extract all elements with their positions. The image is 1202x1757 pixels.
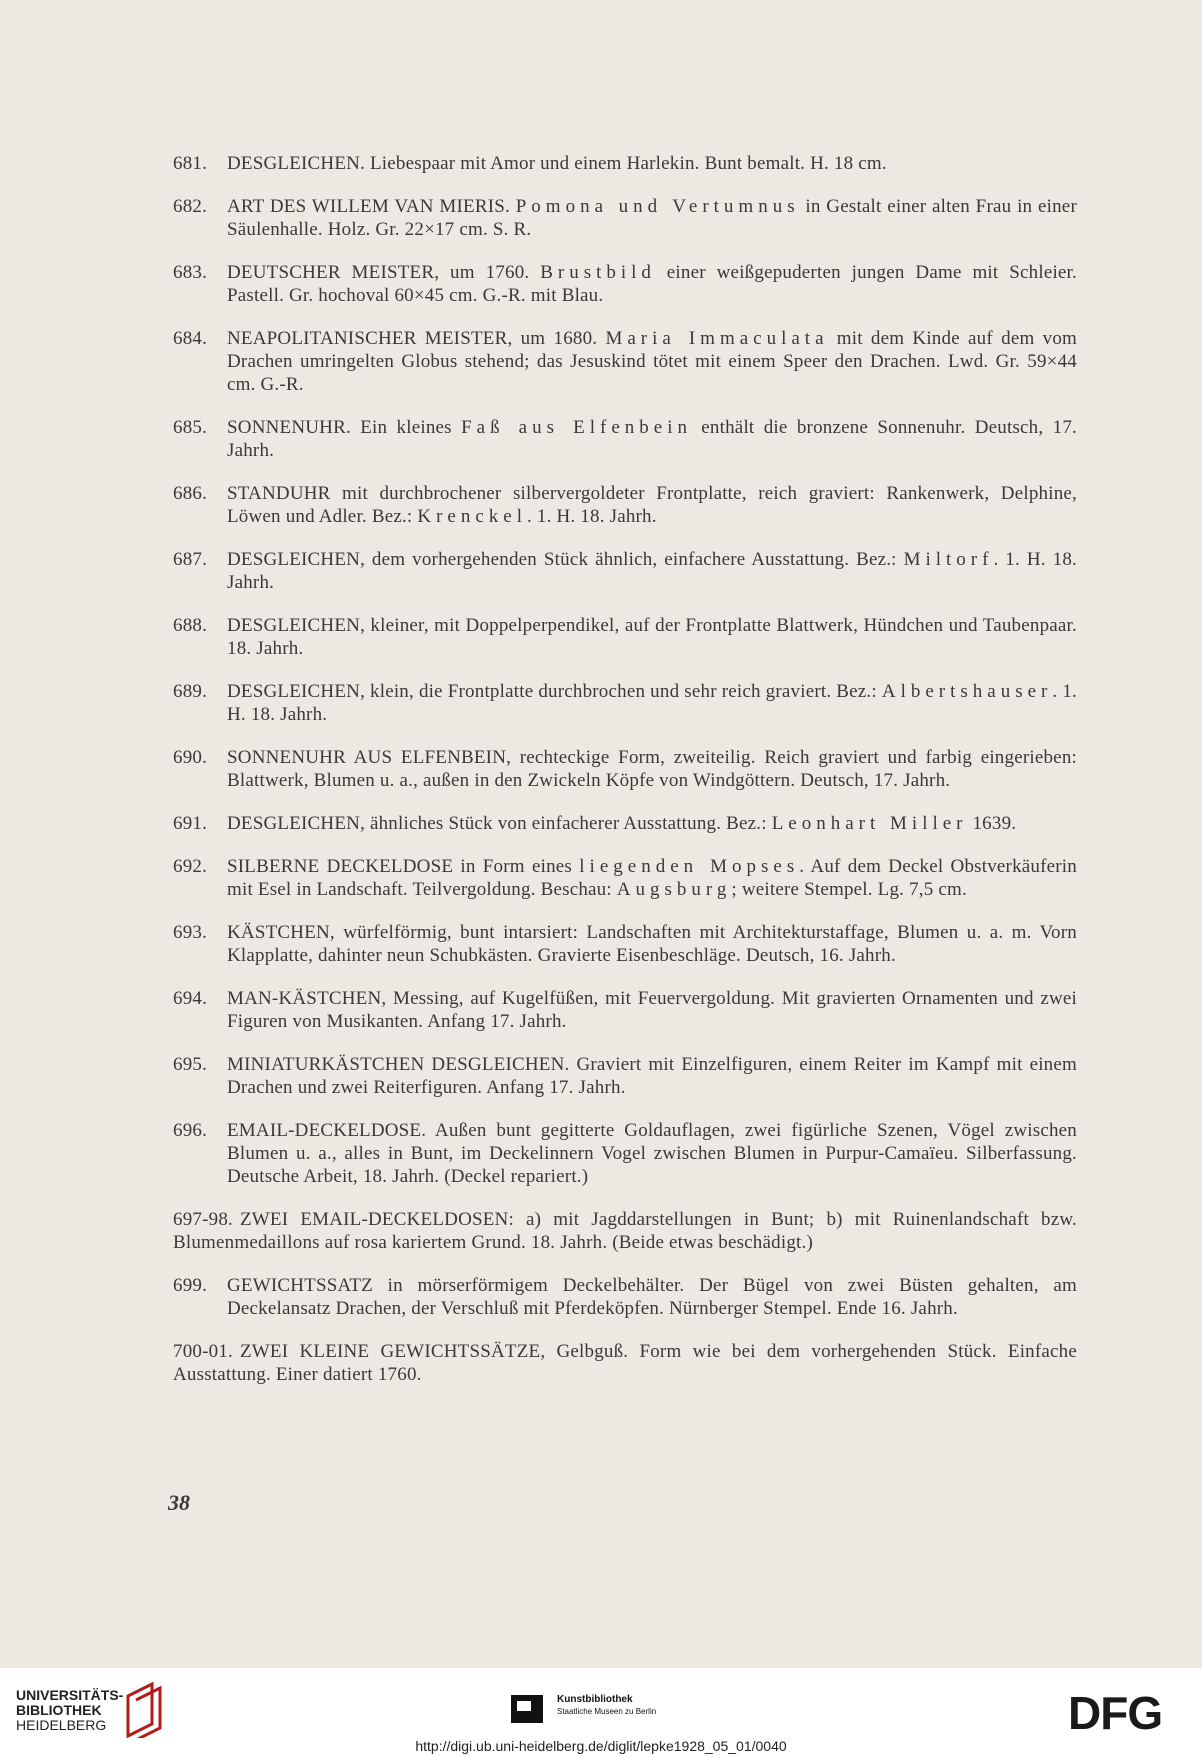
entry-text-segment: STANDUHR mit durchbrochener silbervergoldeter Frontplatte, reich graviert: Rankenwerk, Delphine, Löwen und Adler. Bez.: [227,483,1077,527]
entry-text-segment: ZWEI EMAIL-DECKELDOSEN: a) mit Jagddarstellungen in Bunt; b) mit Ruinenlandschaft bzw. Blumenmedaillons auf rosa kariertem Grund. 18. Jahrh. (Beide etwas beschädigt.) [173,1209,1077,1253]
entry-number: 685. [173,417,208,438]
entry-text-segment: ; weitere Stempel. Lg. 7,5 cm. [731,879,967,900]
entry-number: 681. [173,153,208,174]
page-number: 38 [168,1490,190,1515]
entry-text-segment: DESGLEICHEN, ähnliches Stück von einfacherer Ausstattung. Bez.: [227,813,772,834]
entry-number: 683. [173,262,208,283]
entry-number: 692. [173,856,208,877]
catalog-entry [173,152,1077,175]
entry-text [227,813,1016,834]
permalink-url[interactable]: http://digi.ub.uni-heidelberg.de/diglit/lepke1928_05_01/0040 [415,1738,787,1754]
catalog-entry [173,1119,1077,1188]
entry-text-segment: MINIATURKÄSTCHEN DESGLEICHEN. Graviert mit Einzelfiguren, einem Reiter im Kampf mit einem Drachen und zwei Reiterfiguren. Anfang 17. Jahrh. [227,1054,1077,1098]
ub-logo-line1: UNIVERSITÄTS- [16,1687,124,1703]
entry-text-segment: SONNENUHR AUS ELFENBEIN, rechteckige Form, zweiteilig. Reich graviert und farbig eingerieben: Blattwerk, Blumen u. a., außen in den Zwickeln Köpfe von Windgöttern. Deutsch, 17. Jahrh. [227,747,1077,791]
entry-text [227,417,1077,461]
kunstbibliothek-logo-icon [511,1695,543,1723]
entry-text [227,747,1077,791]
entry-text-segment: SONNENUHR. Ein kleines [227,417,462,438]
entry-text [227,483,1077,527]
entry-spaced-text: Maria Immaculata [605,328,829,349]
kb-title: Kunstbibliothek [557,1694,633,1705]
catalog-entry [173,855,1077,901]
entry-text [227,1120,1077,1187]
entry-text-segment: DESGLEICHEN, kleiner, mit Doppelperpendikel, auf der Frontplatte Blattwerk, Hündchen und Taubenpaar. 18. Jahrh. [227,615,1077,659]
entry-text [227,328,1077,395]
entry-text-segment: ZWEI KLEINE GEWICHTSSÄTZE, Gelbguß. Form wie bei dem vorhergehenden Stück. Einfache Ausstattung. Einer datiert 1760. [173,1341,1077,1385]
catalog-entry [173,327,1077,396]
entry-text-segment: KÄSTCHEN, würfelförmig, bunt intarsiert: Landschaften mit Architekturstaffage, Blumen u. a. m. Vorn Klapplatte, dahinter neun Schubkästen. Gravierte Eisenbeschläge. Deutsch, 16. Jahrh. [227,922,1077,966]
catalog-entry [173,482,1077,528]
ub-logo-line3: HEIDELBERG [16,1717,107,1733]
catalog-entry [173,261,1077,307]
catalog-entry [173,195,1077,241]
entry-text-segment: DESGLEICHEN, klein, die Frontplatte durchbrochen und sehr reich graviert. Bez.: [227,681,882,702]
catalog-entry [173,1340,1077,1386]
entry-spaced-text: Pomona und Vertumnus [515,196,800,217]
footer-bar [0,1668,1202,1757]
catalog-entry [173,548,1077,594]
entry-text-segment: DEUTSCHER MEISTER, um 1760. [227,262,541,283]
entry-number: 697-98. [173,1209,233,1230]
entry-text-segment: EMAIL-DECKELDOSE. Außen bunt gegitterte Goldauflagen, zwei figürliche Szenen, Vögel zwischen Blumen u. a., alles in Bunt, im Deckelinnern Vogel zwischen Blumen in Purpur-Camaïeu. Silberfassung. Deutsche Arbeit, 18. Jahrh. (Deckel repariert.) [227,1120,1077,1187]
entry-spaced-text: liegenden Mopses [579,856,800,877]
entry-text-segment: enthält die bronzene Sonnenuhr. Deutsch, 17. Jahrh. [227,417,1077,461]
entry-spaced-text: Leonhart Miller [771,813,968,834]
entry-text [227,196,1077,240]
entry-text [227,856,1077,900]
entry-text-segment: einer weißgepuderten jungen Dame mit Schleier. Pastell. Gr. hochoval 60×45 cm. G.-R. mit Blau. [227,262,1077,306]
dfg-logo[interactable]: DFG [1068,1687,1163,1739]
entry-number: 693. [173,922,208,943]
entry-text-segment: MAN-KÄSTCHEN, Messing, auf Kugelfüßen, mit Feuervergoldung. Mit gravierten Ornamenten und zwei Figuren von Musikanten. Anfang 17. Jahrh. [227,988,1077,1032]
catalog-entry [173,1274,1077,1320]
entry-text-segment: ART DES WILLEM VAN MIERIS. [227,196,516,217]
entry-text-segment: DESGLEICHEN. Liebespaar mit Amor und einem Harlekin. Bunt bemalt. H. 18 cm. [227,153,887,174]
entry-spaced-text: Faß aus Elfenbein [461,417,692,438]
entry-text [227,1275,1077,1319]
catalog-entry [173,1053,1077,1099]
catalog-entries [173,152,1077,1406]
entry-spaced-text: Miltorf [903,549,994,570]
entry-number: 700-01. [173,1341,233,1362]
entry-text-segment: 1639. [967,813,1017,834]
entry-text [227,988,1077,1032]
entry-spaced-text: Augsburg [616,879,732,900]
catalog-entry [173,614,1077,660]
entry-text-segment: . 1. H. 18. Jahrh. [526,506,657,527]
catalog-entry [173,1208,1077,1254]
catalog-entry [173,987,1077,1033]
entry-text-segment: . Auf dem Deckel Obstverkäuferin mit Esel in Landschaft. Teilvergoldung. Beschau: [227,856,1077,900]
catalog-entry [173,746,1077,792]
entry-text-segment: GEWICHTSSATZ in mörserförmigem Deckelbehälter. Der Bügel von zwei Büsten gehalten, am Deckelansatz Drachen, der Verschluß mit Pferdeköpfen. Nürnberger Stempel. Ende 16. Jahrh. [227,1275,1077,1319]
entry-number: 694. [173,988,208,1009]
ub-heidelberg-logo[interactable] [16,1688,123,1733]
entry-text [227,262,1077,306]
entry-text-segment: SILBERNE DECKELDOSE in Form eines [227,856,580,877]
catalog-entry [173,812,1077,835]
entry-number: 688. [173,615,208,636]
entry-text [227,615,1077,659]
entry-text-segment: NEAPOLITANISCHER MEISTER, um 1680. [227,328,606,349]
entry-text [227,922,1077,966]
entry-text-segment: . 1. H. 18. Jahrh. [227,549,1078,593]
entry-number: 690. [173,747,208,768]
catalog-entry [173,921,1077,967]
entry-text-segment: in Gestalt einer alten Frau in einer Säulenhalle. Holz. Gr. 22×17 cm. S. R. [227,196,1077,240]
entry-number: 696. [173,1120,208,1141]
entry-number: 682. [173,196,208,217]
entry-text-segment: mit dem Kinde auf dem vom Drachen umringelten Globus stehend; das Jesuskind tötet mit einem Speer den Drachen. Lwd. Gr. 59×44 cm. G.-R. [227,328,1078,395]
kunstbibliothek-logo[interactable] [557,1693,656,1718]
entry-number: 691. [173,813,208,834]
ub-logo-line2: BIBLIOTHEK [16,1702,102,1718]
entry-spaced-text: Krenckel [417,506,527,527]
entry-text-segment: . 1. H. 18. Jahrh. [227,681,1077,725]
entry-text [227,681,1077,725]
entry-text [227,153,887,174]
catalog-entry [173,680,1077,726]
entry-number: 687. [173,549,208,570]
catalog-entry [173,416,1077,462]
entry-text [173,1341,1077,1385]
entry-spaced-text: Albertshauser [881,681,1053,702]
entry-spaced-text: Brustbild [540,262,656,283]
entry-text-segment: DESGLEICHEN, dem vorhergehenden Stück ähnlich, einfachere Ausstattung. Bez.: [227,549,904,570]
entry-text [227,1054,1077,1098]
entry-number: 684. [173,328,208,349]
entry-number: 695. [173,1054,208,1075]
entry-number: 686. [173,483,208,504]
entry-text [227,549,1077,593]
entry-number: 689. [173,681,208,702]
entry-text [173,1209,1077,1253]
kb-subtitle: Staatliche Museen zu Berlin [557,1707,657,1716]
entry-number: 699. [173,1275,208,1296]
ub-emblem-icon [124,1682,164,1738]
